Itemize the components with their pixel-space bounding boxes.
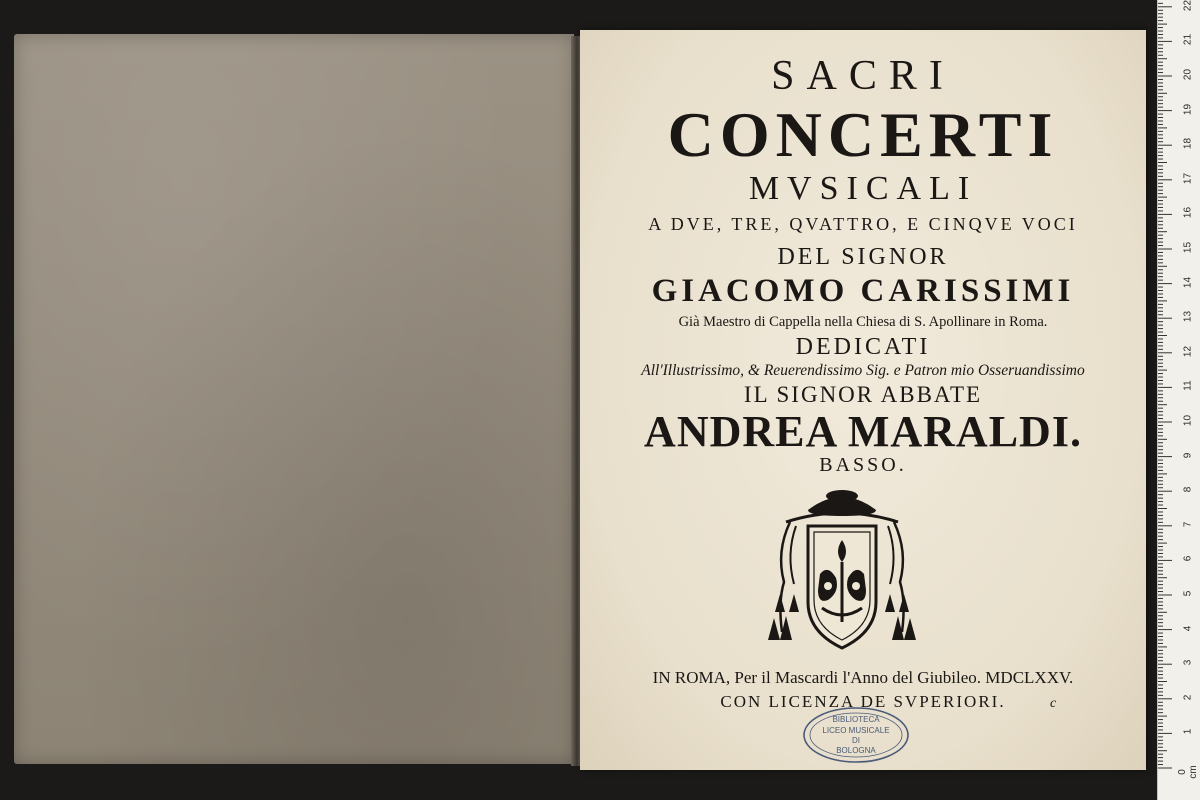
ruler-number: 3 [1182, 659, 1194, 666]
ruler-number: 21 [1182, 34, 1194, 46]
imprint-line: IN ROMA, Per il Mascardi l'Anno del Giubileo. MDCLXXV. [652, 668, 1074, 687]
ruler-number: 4 [1182, 625, 1194, 631]
ruler-ticks [1158, 0, 1200, 800]
del-signor-line: DEL SIGNOR [777, 244, 949, 270]
ruler-number: 19 [1182, 103, 1194, 115]
title-word-musicali: MVSICALI [748, 170, 978, 207]
measurement-ruler [1157, 0, 1200, 800]
stamp-line-1: BIBLIOTECA [832, 715, 880, 724]
ruler-number: 7 [1182, 521, 1194, 528]
ruler-number: 11 [1182, 380, 1194, 392]
ruler-number: 13 [1182, 311, 1194, 323]
coat-of-arms-emblem [766, 482, 918, 654]
ruler-number: 20 [1182, 68, 1194, 81]
dedicati-line: DEDICATI [795, 334, 931, 360]
ruler-number: 2 [1182, 694, 1194, 701]
stamp-line-4: BOLOGNA [836, 746, 876, 755]
signature-mark: c [1050, 696, 1057, 711]
grey-paper-cover [14, 34, 574, 764]
title-page [580, 30, 1146, 770]
ruler-number: 8 [1182, 486, 1194, 493]
ruler-number: 9 [1182, 452, 1194, 458]
ruler-unit-label: 0 cm [1177, 765, 1199, 779]
title-word-concerti: CONCERTI [667, 99, 1059, 170]
ruler-number: 18 [1182, 138, 1194, 150]
composer-title: Già Maestro di Cappella nella Chiesa di S. Apollinare in Roma. [678, 314, 1048, 330]
dedicatee-name: ANDREA MARALDI. [644, 407, 1082, 456]
stamp-line-2: LICEO MUSICALE [822, 726, 890, 735]
abbate-line: IL SIGNOR ABBATE [743, 382, 983, 407]
composer-name: GIACOMO CARISSIMI [651, 273, 1075, 309]
library-stamp [802, 706, 910, 764]
dedication-line: All'Illustrissimo, & Reuerendissimo Sig. e Patron mio Osseruandissimo [641, 362, 1085, 379]
stamp-line-3: DI [852, 736, 860, 745]
ruler-number: 15 [1182, 241, 1194, 254]
voices-line: A DVE, TRE, QVATTRO, E CINQVE VOCI [648, 214, 1078, 234]
ruler-number: 14 [1182, 276, 1194, 288]
ruler-number: 16 [1182, 207, 1194, 219]
ruler-number: 10 [1182, 414, 1194, 427]
ruler-number: 1 [1182, 729, 1194, 735]
license-line: CON LICENZA DE SVPERIORI. [720, 692, 1006, 711]
ruler-number: 12 [1182, 345, 1194, 357]
ruler-number: 5 [1182, 590, 1194, 597]
ruler-number: 22 [1182, 0, 1194, 11]
part-name: BASSO. [819, 454, 907, 476]
title-word-sacri: SACRI [771, 53, 955, 99]
ruler-number: 6 [1182, 556, 1194, 562]
ruler-number: 17 [1182, 172, 1194, 184]
